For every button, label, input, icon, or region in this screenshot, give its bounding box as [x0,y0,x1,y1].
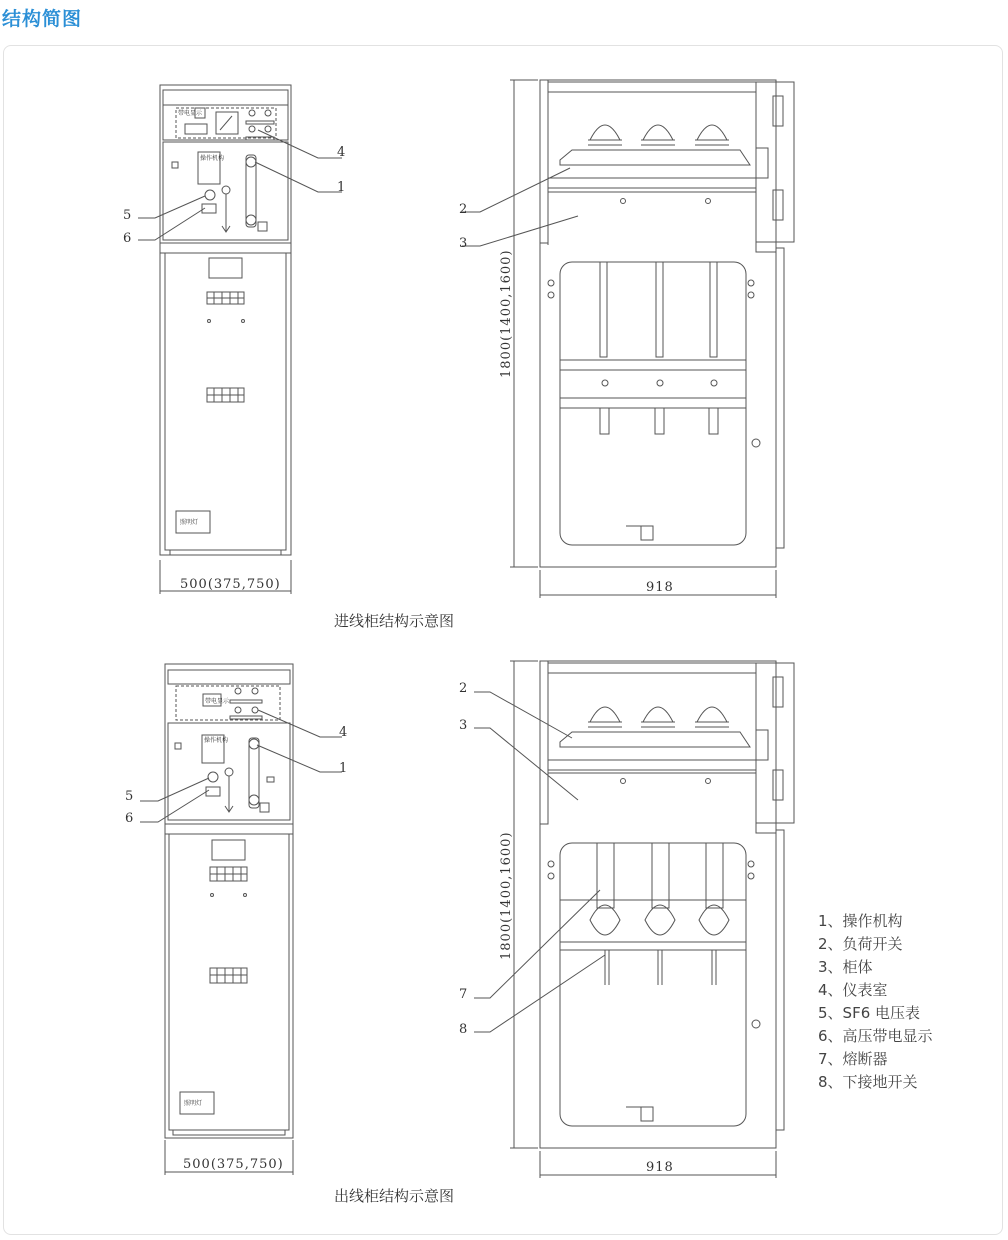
outgoing-light-plate: 照明灯 [184,1100,203,1107]
outgoing-callout-1: 1 [339,761,348,776]
legend [818,912,934,1091]
outgoing-callout-3: 3 [459,718,468,733]
outgoing-height-dimension: 1800(1400,1600) [499,831,514,960]
legend-item-2: 2、负荷开关 [818,935,903,953]
outgoing-callout-6: 6 [125,811,134,826]
legend-item-4: 4、仪表室 [818,981,888,999]
outgoing-live-display-plate: 带电显示 [205,698,230,705]
legend-item-7: 7、熔断器 [818,1050,888,1068]
outgoing-caption: 出线柜结构示意图 [334,1187,455,1205]
legend-item-8: 8、下接地开关 [818,1073,918,1091]
legend-item-1: 1、操作机构 [818,912,903,930]
incoming-light-plate: 照明灯 [180,519,199,526]
incoming-callout-3: 3 [459,236,468,251]
legend-item-5: 5、SF6 电压表 [818,1004,921,1022]
incoming-callout-4: 4 [337,145,346,160]
outgoing-callout-5: 5 [125,789,134,804]
incoming-live-display-plate: 带电显示 [178,110,203,117]
incoming-width-dimension: 500(375,750) [180,577,281,592]
legend-item-6: 6、高压带电显示 [818,1027,933,1045]
outgoing-callout-7: 7 [459,987,468,1002]
incoming-height-dimension: 1800(1400,1600) [499,249,514,378]
outgoing-width-dimension: 500(375,750) [183,1157,284,1172]
incoming-mechanism-plate: 操作机构 [200,155,225,162]
legend-item-3: 3、柜体 [818,958,873,976]
outgoing-depth-dimension: 918 [646,1160,674,1175]
incoming-callout-1: 1 [337,180,346,195]
incoming-callout-5: 5 [123,208,132,223]
outgoing-callout-4: 4 [339,725,348,740]
outgoing-callout-8: 8 [459,1022,468,1037]
incoming-callout-6: 6 [123,231,132,246]
page-title: 结构简图 [2,8,83,30]
incoming-caption: 进线柜结构示意图 [334,612,455,630]
outgoing-callout-2: 2 [459,681,468,696]
outgoing-mechanism-plate: 操作机构 [204,737,229,744]
incoming-callout-2: 2 [459,202,468,217]
incoming-depth-dimension: 918 [646,580,674,595]
